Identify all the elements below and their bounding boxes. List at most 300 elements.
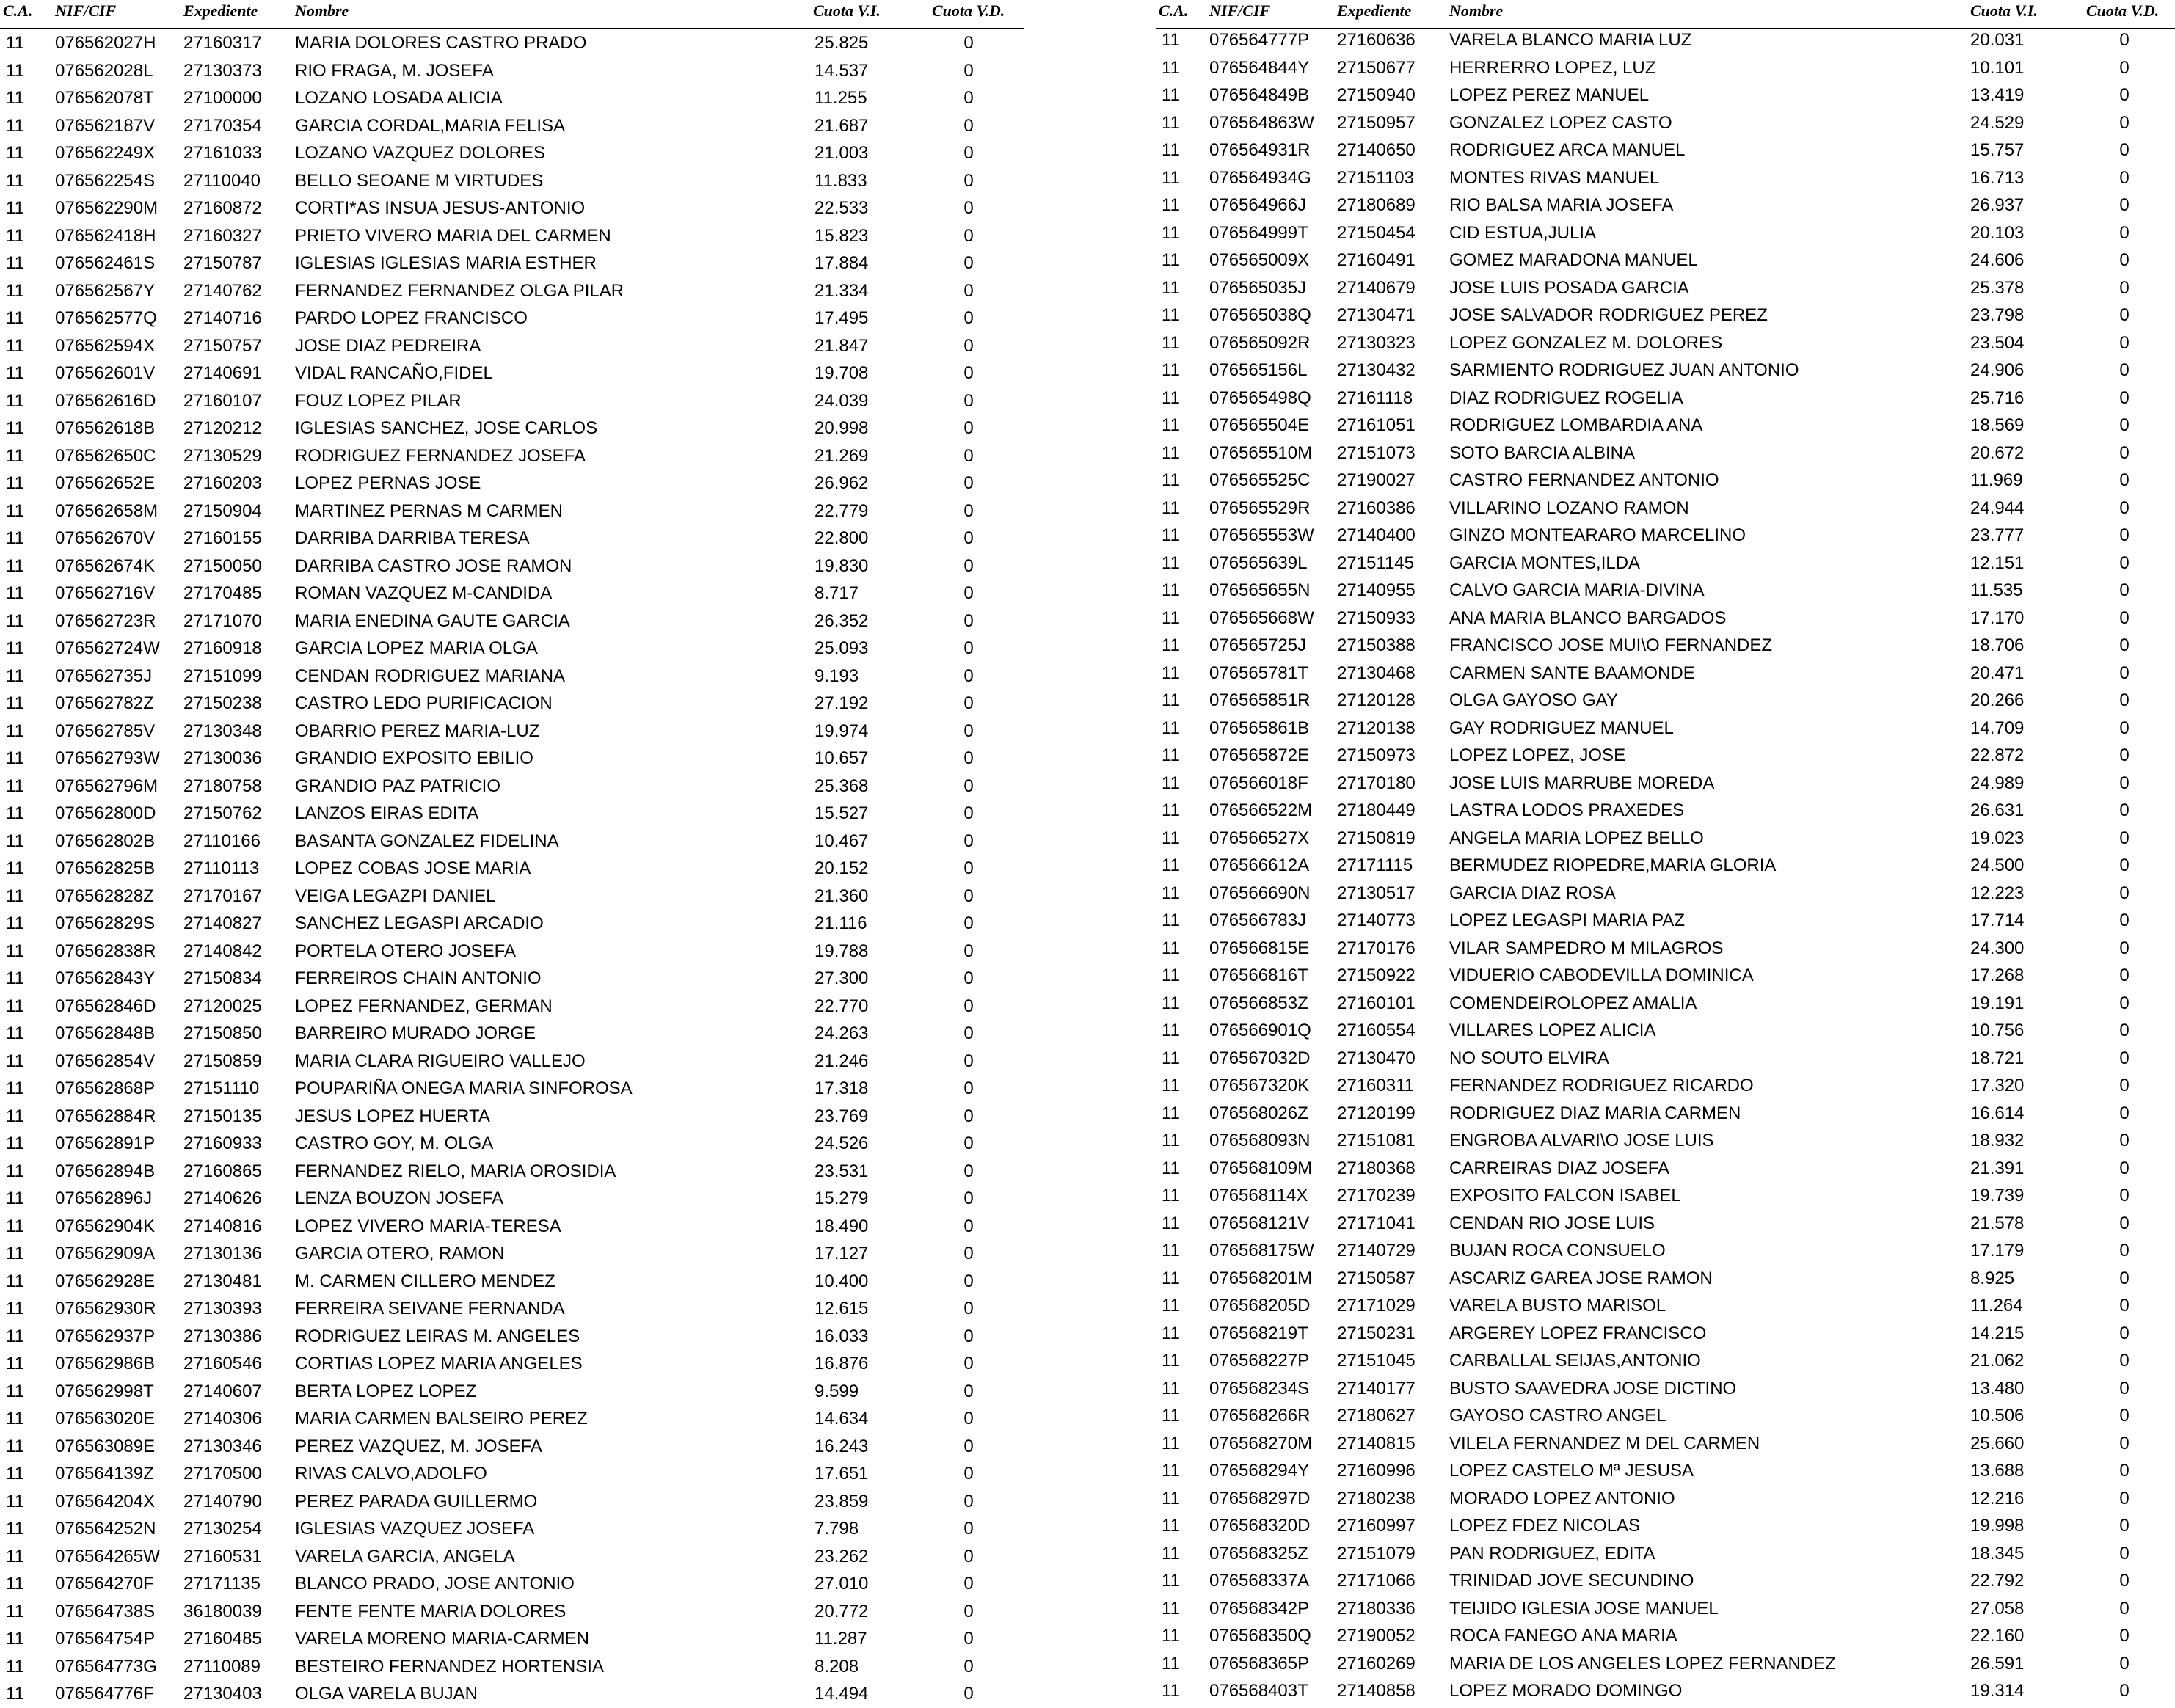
cuota-vd-cell: 0 — [963, 335, 974, 356]
ca-cell: 11 — [1162, 883, 1180, 903]
nombre-cell: FENTE FENTE MARIA DOLORES — [295, 1601, 566, 1621]
expediente-cell: 27140400 — [1337, 525, 1416, 545]
cuota-vd-cell: 0 — [963, 1546, 974, 1566]
cuota-vi-cell: 11.969 — [1970, 470, 2023, 490]
ca-cell: 11 — [1162, 1241, 1180, 1260]
ca-cell: 11 — [1162, 85, 1180, 105]
cuota-vi-cell: 21.391 — [1970, 1158, 2025, 1178]
nombre-cell: VILLARINO LOZANO RAMON — [1449, 497, 1689, 518]
nombre-cell: FERREIRA SEIVANE FERNANDA — [295, 1299, 565, 1318]
ca-cell: 11 — [1162, 1516, 1180, 1536]
expediente-cell: 27140691 — [183, 363, 262, 383]
expediente-cell: 27150135 — [183, 1106, 262, 1126]
expediente-cell: 27160865 — [183, 1161, 262, 1181]
ca-cell: 11 — [1162, 1681, 1180, 1701]
cuota-vi-cell: 17.318 — [815, 1079, 869, 1098]
cuota-vi-cell: 16.876 — [815, 1354, 869, 1373]
nif-cell: 076565038Q — [1209, 305, 1311, 325]
cuota-vi-cell: 16.713 — [1970, 167, 2025, 188]
nombre-cell: VIDAL RANCAÑO,FIDEL — [295, 363, 493, 383]
table-row — [0, 1680, 1024, 1708]
table-row — [1156, 191, 2175, 219]
table-row — [1156, 1265, 2175, 1293]
expediente-cell: 27150933 — [1337, 607, 1416, 628]
cuota-vi-cell: 21.334 — [815, 280, 869, 301]
cuota-vi-cell: 18.490 — [815, 1216, 869, 1236]
cuota-vd-cell: 0 — [963, 720, 974, 741]
nombre-cell: BESTEIRO FERNANDEZ HORTENSIA — [295, 1656, 604, 1676]
cuota-vd-cell: 0 — [963, 941, 974, 961]
expediente-cell: 27150762 — [183, 803, 262, 823]
table-row — [0, 1075, 1024, 1103]
table-row — [0, 1240, 1024, 1268]
nif-cell: 076562928E — [55, 1271, 156, 1291]
cuota-vd-cell: 0 — [963, 170, 974, 191]
expediente-cell: 27160203 — [183, 473, 262, 493]
nombre-cell: LOPEZ COBAS JOSE MARIA — [295, 858, 531, 878]
nombre-cell: GARCIA DIAZ ROSA — [1449, 883, 1616, 903]
nombre-cell: EXPOSITO FALCON ISABEL — [1449, 1186, 1681, 1205]
cuota-vd-cell: 0 — [963, 33, 974, 53]
nif-cell: 076566901Q — [1209, 1021, 1311, 1040]
cuota-vi-cell: 27.300 — [815, 968, 869, 988]
cuota-vd-cell: 0 — [963, 775, 974, 796]
table-row — [1156, 357, 2175, 384]
table-row — [0, 387, 1024, 415]
cuota-vi-cell: 24.906 — [1970, 360, 2025, 380]
cuota-vd-cell: 0 — [963, 1106, 974, 1126]
cuota-vi-cell: 22.160 — [1970, 1626, 2025, 1646]
expediente-cell: 27130471 — [1337, 305, 1416, 325]
cuota-vi-cell: 23.769 — [815, 1106, 869, 1126]
nombre-cell: VEIGA LEGAZPI DANIEL — [295, 886, 496, 906]
ca-cell: 11 — [6, 1491, 24, 1511]
table-header — [1156, 0, 2175, 29]
cuota-vi-cell: 26.937 — [1970, 195, 2025, 215]
expediente-cell: 27180758 — [183, 775, 262, 796]
nombre-cell: HERRERRO LOPEZ, LUZ — [1449, 57, 1656, 78]
nombre-cell: VARELA GARCIA, ANGELA — [295, 1546, 515, 1566]
ca-cell: 11 — [6, 1079, 24, 1098]
nif-cell: 076562848B — [55, 1023, 156, 1043]
table-row — [0, 1213, 1024, 1241]
nombre-cell: ANGELA MARIA LOPEZ BELLO — [1449, 828, 1704, 848]
cuota-vd-cell: 0 — [963, 803, 974, 823]
ca-cell: 11 — [6, 115, 24, 136]
expediente-cell: 27171115 — [1337, 855, 1413, 875]
ca-cell: 11 — [6, 665, 24, 686]
ca-cell: 11 — [1162, 966, 1180, 985]
ca-cell: 11 — [6, 88, 24, 108]
ca-cell: 11 — [1162, 1076, 1180, 1095]
ca-cell: 11 — [1162, 1323, 1180, 1343]
expediente-cell: 27140790 — [183, 1491, 262, 1511]
nif-cell: 076562618B — [55, 418, 156, 438]
ca-cell: 11 — [6, 528, 24, 548]
nif-cell: 076565510M — [1209, 442, 1313, 463]
cuota-vd-cell: 0 — [963, 308, 974, 328]
cuota-vi-cell: 17.714 — [1970, 910, 2025, 930]
nif-cell: 076564849B — [1209, 85, 1310, 105]
nombre-cell: JESUS LOPEZ HUERTA — [295, 1106, 490, 1126]
expediente-cell: 27160546 — [183, 1354, 262, 1373]
ca-cell: 11 — [6, 1299, 24, 1318]
table-row — [0, 855, 1024, 883]
table-row — [1156, 1650, 2175, 1678]
expediente-cell: 27160918 — [183, 638, 262, 658]
expediente-cell: 27160101 — [1337, 993, 1416, 1013]
cuota-vd-cell: 0 — [963, 748, 974, 768]
cuota-vd-cell: 0 — [2119, 993, 2130, 1013]
nombre-cell: BERMUDEZ RIOPEDRE,MARIA GLORIA — [1449, 855, 1777, 875]
expediente-cell: 27130403 — [183, 1684, 262, 1704]
nif-cell: 076562187V — [55, 115, 156, 136]
table-row — [1156, 384, 2175, 412]
cuota-vi-cell: 22.533 — [815, 198, 869, 218]
ca-cell: 11 — [6, 886, 24, 906]
cuota-vi-cell: 19.974 — [815, 720, 869, 741]
expediente-cell: 27150238 — [183, 693, 262, 713]
cuota-vd-cell: 0 — [963, 198, 974, 218]
nif-cell: 076568325Z — [1209, 1543, 1308, 1563]
cuota-vi-cell: 14.215 — [1970, 1323, 2025, 1343]
cuota-vd-cell: 0 — [2119, 580, 2130, 600]
cuota-vd-cell: 0 — [2119, 745, 2130, 765]
table-row — [0, 607, 1024, 635]
expediente-cell: 27150787 — [183, 253, 262, 273]
ca-cell: 11 — [6, 555, 24, 576]
expediente-cell: 27150973 — [1337, 745, 1416, 765]
ca-cell: 11 — [1162, 552, 1180, 573]
table-row — [1156, 880, 2175, 908]
table-row — [1156, 1485, 2175, 1513]
ca-cell: 11 — [6, 968, 24, 988]
expediente-cell: 27171041 — [1337, 1213, 1416, 1233]
right-table — [1156, 0, 2175, 1705]
nif-cell: 076562904K — [55, 1216, 156, 1236]
cuota-vi-cell: 21.360 — [815, 886, 869, 906]
nif-cell: 076568403T — [1209, 1681, 1308, 1701]
nombre-cell: LOPEZ LOPEZ, JOSE — [1449, 745, 1626, 765]
expediente-cell: 27151099 — [183, 665, 262, 686]
cuota-vd-cell: 0 — [2119, 718, 2130, 738]
nombre-cell: CENDAN RODRIGUEZ MARIANA — [295, 665, 566, 686]
cuota-vi-cell: 24.989 — [1970, 773, 2025, 793]
cuota-vd-cell: 0 — [2119, 140, 2130, 160]
cuota-vd-cell: 0 — [2119, 773, 2130, 793]
table-row — [0, 304, 1024, 332]
cuota-vi-cell: 21.246 — [815, 1051, 869, 1071]
nombre-cell: JOSE SALVADOR RODRIGUEZ PEREZ — [1449, 305, 1768, 325]
expediente-cell: 27170500 — [183, 1464, 262, 1483]
cuota-vd-cell: 0 — [2119, 800, 2130, 820]
table-row — [1156, 770, 2175, 798]
cuota-vd-cell: 0 — [963, 1464, 974, 1483]
cuota-vi-cell: 23.262 — [815, 1546, 869, 1566]
cuota-vi-cell: 11.287 — [815, 1629, 867, 1649]
expediente-cell: 27140815 — [1337, 1433, 1416, 1453]
expediente-cell: 27190052 — [1337, 1626, 1416, 1646]
ca-cell: 11 — [6, 638, 24, 658]
expediente-cell: 27151110 — [183, 1079, 260, 1098]
expediente-cell: 27110113 — [183, 858, 260, 878]
cuota-vd-cell: 0 — [963, 1436, 974, 1456]
cuota-vi-cell: 24.500 — [1970, 855, 2025, 875]
table-row — [1156, 1237, 2175, 1265]
nif-cell: 076562782Z — [55, 693, 154, 713]
nif-cell: 076562930R — [55, 1299, 156, 1318]
table-row — [0, 360, 1024, 387]
nif-cell: 076565851R — [1209, 690, 1311, 710]
expediente-cell: 27130468 — [1337, 663, 1416, 683]
table-row — [1156, 1210, 2175, 1238]
cuota-vd-cell: 0 — [2119, 1351, 2130, 1371]
nif-cell: 076564934G — [1209, 167, 1311, 188]
cuota-vi-cell: 7.798 — [815, 1519, 859, 1539]
nombre-cell: IGLESIAS VAZQUEZ JOSEFA — [295, 1519, 535, 1539]
cuota-vd-cell: 0 — [963, 528, 974, 548]
cuota-vd-cell: 0 — [2119, 635, 2130, 655]
cuota-vd-cell: 0 — [2119, 112, 2130, 133]
table-row — [1156, 1017, 2175, 1045]
expediente-cell: 27171070 — [183, 610, 262, 631]
nif-cell: 076568219T — [1209, 1323, 1308, 1343]
nombre-cell: DIAZ RODRIGUEZ ROGELIA — [1449, 387, 1683, 408]
cuota-vi-cell: 26.631 — [1970, 800, 2025, 820]
table-row — [1156, 1540, 2175, 1568]
ca-cell: 11 — [1162, 1598, 1180, 1618]
nif-cell: 076565655N — [1209, 580, 1311, 600]
nif-cell: 076566018F — [1209, 773, 1308, 793]
nombre-cell: FRANCISCO JOSE MUI\O FERNANDEZ — [1449, 635, 1773, 655]
header-expediente: Expediente — [183, 1, 258, 20]
expediente-cell: 27130348 — [183, 720, 262, 741]
cuota-vd-cell: 0 — [963, 913, 974, 933]
nif-cell: 076566690N — [1209, 883, 1311, 903]
cuota-vd-cell: 0 — [2119, 525, 2130, 545]
expediente-cell: 27170180 — [1337, 773, 1416, 793]
expediente-cell: 27170167 — [183, 886, 262, 906]
expediente-cell: 27140679 — [1337, 277, 1416, 298]
nif-cell: 076562785V — [55, 720, 156, 741]
ca-cell: 11 — [6, 610, 24, 631]
table-row — [1156, 1292, 2175, 1320]
cuota-vd-cell: 0 — [963, 1161, 974, 1181]
table-row — [1156, 990, 2175, 1018]
ca-cell: 11 — [1162, 1158, 1180, 1178]
nif-cell: 076568114X — [1209, 1186, 1308, 1205]
expediente-cell: 27150587 — [1337, 1268, 1416, 1288]
nombre-cell: LOZANO VAZQUEZ DOLORES — [295, 143, 545, 163]
nombre-cell: GARCIA CORDAL,MARIA FELISA — [295, 115, 566, 136]
nif-cell: 076564773G — [55, 1656, 157, 1676]
ca-cell: 11 — [6, 748, 24, 768]
ca-cell: 11 — [6, 473, 24, 493]
expediente-cell: 27150757 — [183, 335, 262, 356]
table-row — [1156, 54, 2175, 82]
ca-cell: 11 — [6, 858, 24, 878]
expediente-cell: 27140816 — [183, 1216, 262, 1236]
nombre-cell: LOPEZ CASTELO Mª JESUSA — [1449, 1461, 1694, 1481]
nif-cell: 076568093N — [1209, 1131, 1311, 1150]
nombre-cell: VILAR SAMPEDRO M MILAGROS — [1449, 938, 1724, 958]
expediente-cell: 27130517 — [1337, 883, 1416, 903]
table-row — [0, 1378, 1024, 1406]
table-body — [0, 29, 1024, 1708]
ca-cell: 11 — [1162, 1653, 1180, 1674]
nombre-cell: RODRIGUEZ LEIRAS M. ANGELES — [295, 1326, 580, 1346]
cuota-vi-cell: 14.709 — [1970, 718, 2025, 738]
cuota-vd-cell: 0 — [2119, 1241, 2130, 1260]
cuota-vi-cell: 21.578 — [1970, 1213, 2025, 1233]
expediente-cell: 27160872 — [183, 198, 262, 218]
nif-cell: 076565861B — [1209, 718, 1310, 738]
cuota-vd-cell: 0 — [2119, 1103, 2130, 1123]
nif-cell: 076562884R — [55, 1106, 156, 1126]
table-row — [1156, 467, 2175, 494]
expediente-cell: 27160107 — [183, 390, 262, 411]
cuota-vd-cell: 0 — [963, 253, 974, 273]
cuota-vd-cell: 0 — [963, 60, 974, 81]
table-row — [0, 828, 1024, 855]
ca-cell: 11 — [1162, 497, 1180, 518]
nombre-cell: LASTRA LODOS PRAXEDES — [1449, 800, 1685, 820]
table-row — [0, 497, 1024, 525]
cuota-vd-cell: 0 — [2119, 30, 2130, 50]
cuota-vi-cell: 10.506 — [1970, 1406, 2025, 1426]
cuota-vd-cell: 0 — [2119, 497, 2130, 518]
expediente-cell: 27160554 — [1337, 1021, 1416, 1040]
cuota-vi-cell: 20.031 — [1970, 30, 2025, 50]
ca-cell: 11 — [1162, 470, 1180, 490]
cuota-vd-cell: 0 — [2119, 387, 2130, 408]
cuota-vi-cell: 8.208 — [815, 1656, 859, 1676]
cuota-vd-cell: 0 — [2119, 470, 2130, 490]
expediente-cell: 27130036 — [183, 748, 262, 768]
nombre-cell: VILELA FERNANDEZ M DEL CARMEN — [1449, 1433, 1760, 1453]
nif-cell: 076562616D — [55, 390, 156, 411]
table-row — [0, 525, 1024, 552]
header-ca: C.A. — [1159, 1, 1189, 20]
table-row — [0, 1433, 1024, 1461]
table-header — [0, 0, 1024, 29]
nombre-cell: FOUZ LOPEZ PILAR — [295, 390, 462, 411]
expediente-cell: 27140716 — [183, 308, 262, 328]
nombre-cell: BLANCO PRADO, JOSE ANTONIO — [295, 1574, 575, 1594]
cuota-vi-cell: 26.962 — [815, 473, 869, 493]
nombre-cell: MARIA DOLORES CASTRO PRADO — [295, 33, 587, 53]
cuota-vi-cell: 25.368 — [815, 775, 869, 796]
cuota-vd-cell: 0 — [963, 1023, 974, 1043]
expediente-cell: 27160269 — [1337, 1653, 1416, 1674]
nombre-cell: CORTI*AS INSUA JESUS-ANTONIO — [295, 198, 586, 218]
nif-cell: 076562825B — [55, 858, 156, 878]
expediente-cell: 27160317 — [183, 33, 262, 53]
ca-cell: 11 — [1162, 1406, 1180, 1426]
cuota-vi-cell: 17.884 — [815, 253, 869, 273]
expediente-cell: 27160386 — [1337, 497, 1416, 518]
cuota-vi-cell: 22.792 — [1970, 1571, 2025, 1591]
table-row — [0, 690, 1024, 718]
ca-cell: 11 — [1162, 112, 1180, 133]
nif-cell: 076565639L — [1209, 552, 1308, 573]
expediente-cell: 27151073 — [1337, 442, 1416, 463]
table-row — [1156, 494, 2175, 522]
nombre-cell: LOPEZ PERNAS JOSE — [295, 473, 481, 493]
nif-cell: 076564204X — [55, 1491, 156, 1511]
nif-cell: 076562796M — [55, 775, 159, 796]
cuota-vi-cell: 24.300 — [1970, 938, 2025, 958]
cuota-vd-cell: 0 — [963, 473, 974, 493]
nif-cell: 076564931R — [1209, 140, 1311, 160]
header-expediente: Expediente — [1337, 1, 1412, 20]
expediente-cell: 27120025 — [183, 996, 262, 1016]
cuota-vi-cell: 8.717 — [815, 583, 859, 603]
ca-cell: 11 — [6, 1381, 24, 1401]
table-row — [1156, 742, 2175, 770]
table-row — [0, 29, 1024, 57]
cuota-vi-cell: 11.535 — [1970, 580, 2023, 600]
nombre-cell: JOSE LUIS POSADA GARCIA — [1449, 277, 1689, 298]
ca-cell: 11 — [1162, 57, 1180, 78]
table-row — [1156, 81, 2175, 109]
cuota-vi-cell: 11.264 — [1970, 1296, 2023, 1315]
nombre-cell: PAN RODRIGUEZ, EDITA — [1449, 1543, 1655, 1563]
nombre-cell: TEIJIDO IGLESIA JOSE MANUEL — [1449, 1598, 1719, 1618]
expediente-cell: 27130432 — [1337, 360, 1416, 380]
table-row — [1156, 1347, 2175, 1375]
expediente-cell: 27151045 — [1337, 1351, 1416, 1371]
nif-cell: 076562735J — [55, 665, 153, 686]
header-cuota-vi: Cuota V.I. — [1970, 1, 2038, 20]
table-row — [1156, 632, 2175, 660]
cuota-vd-cell: 0 — [963, 1244, 974, 1263]
nombre-cell: DARRIBA DARRIBA TERESA — [295, 528, 530, 548]
cuota-vd-cell: 0 — [2119, 1543, 2130, 1563]
ca-cell: 11 — [6, 170, 24, 191]
cuota-vd-cell: 0 — [963, 1519, 974, 1539]
cuota-vd-cell: 0 — [963, 1051, 974, 1071]
cuota-vd-cell: 0 — [963, 390, 974, 411]
cuota-vd-cell: 0 — [963, 583, 974, 603]
cuota-vi-cell: 18.706 — [1970, 635, 2025, 655]
nombre-cell: VIDUERIO CABODEVILLA DOMINICA — [1449, 966, 1754, 985]
cuota-vi-cell: 14.537 — [815, 60, 869, 81]
header-cuota-vd: Cuota V.D. — [932, 1, 1005, 20]
cuota-vi-cell: 23.777 — [1970, 525, 2025, 545]
nif-cell: 076562800D — [55, 803, 156, 823]
nombre-cell: CID ESTUA,JULIA — [1449, 222, 1597, 243]
nombre-cell: FERNANDEZ RODRIGUEZ RICARDO — [1449, 1076, 1754, 1095]
cuota-vd-cell: 0 — [2119, 167, 2130, 188]
cuota-vd-cell: 0 — [2119, 442, 2130, 463]
cuota-vi-cell: 19.788 — [815, 941, 869, 961]
table-row — [1156, 439, 2175, 467]
cuota-vd-cell: 0 — [963, 1216, 974, 1236]
cuota-vi-cell: 21.003 — [815, 143, 869, 163]
ca-cell: 11 — [1162, 773, 1180, 793]
expediente-cell: 27180449 — [1337, 800, 1416, 820]
expediente-cell: 27110166 — [183, 831, 261, 851]
nif-cell: 076564265W — [55, 1546, 160, 1566]
cuota-vd-cell: 0 — [2119, 57, 2130, 78]
ca-cell: 11 — [6, 693, 24, 713]
table-row — [0, 965, 1024, 993]
table-row — [1156, 907, 2175, 935]
cuota-vi-cell: 17.320 — [1970, 1076, 2025, 1095]
ca-cell: 11 — [1162, 1571, 1180, 1591]
nombre-cell: GAY RODRIGUEZ MANUEL — [1449, 718, 1674, 738]
